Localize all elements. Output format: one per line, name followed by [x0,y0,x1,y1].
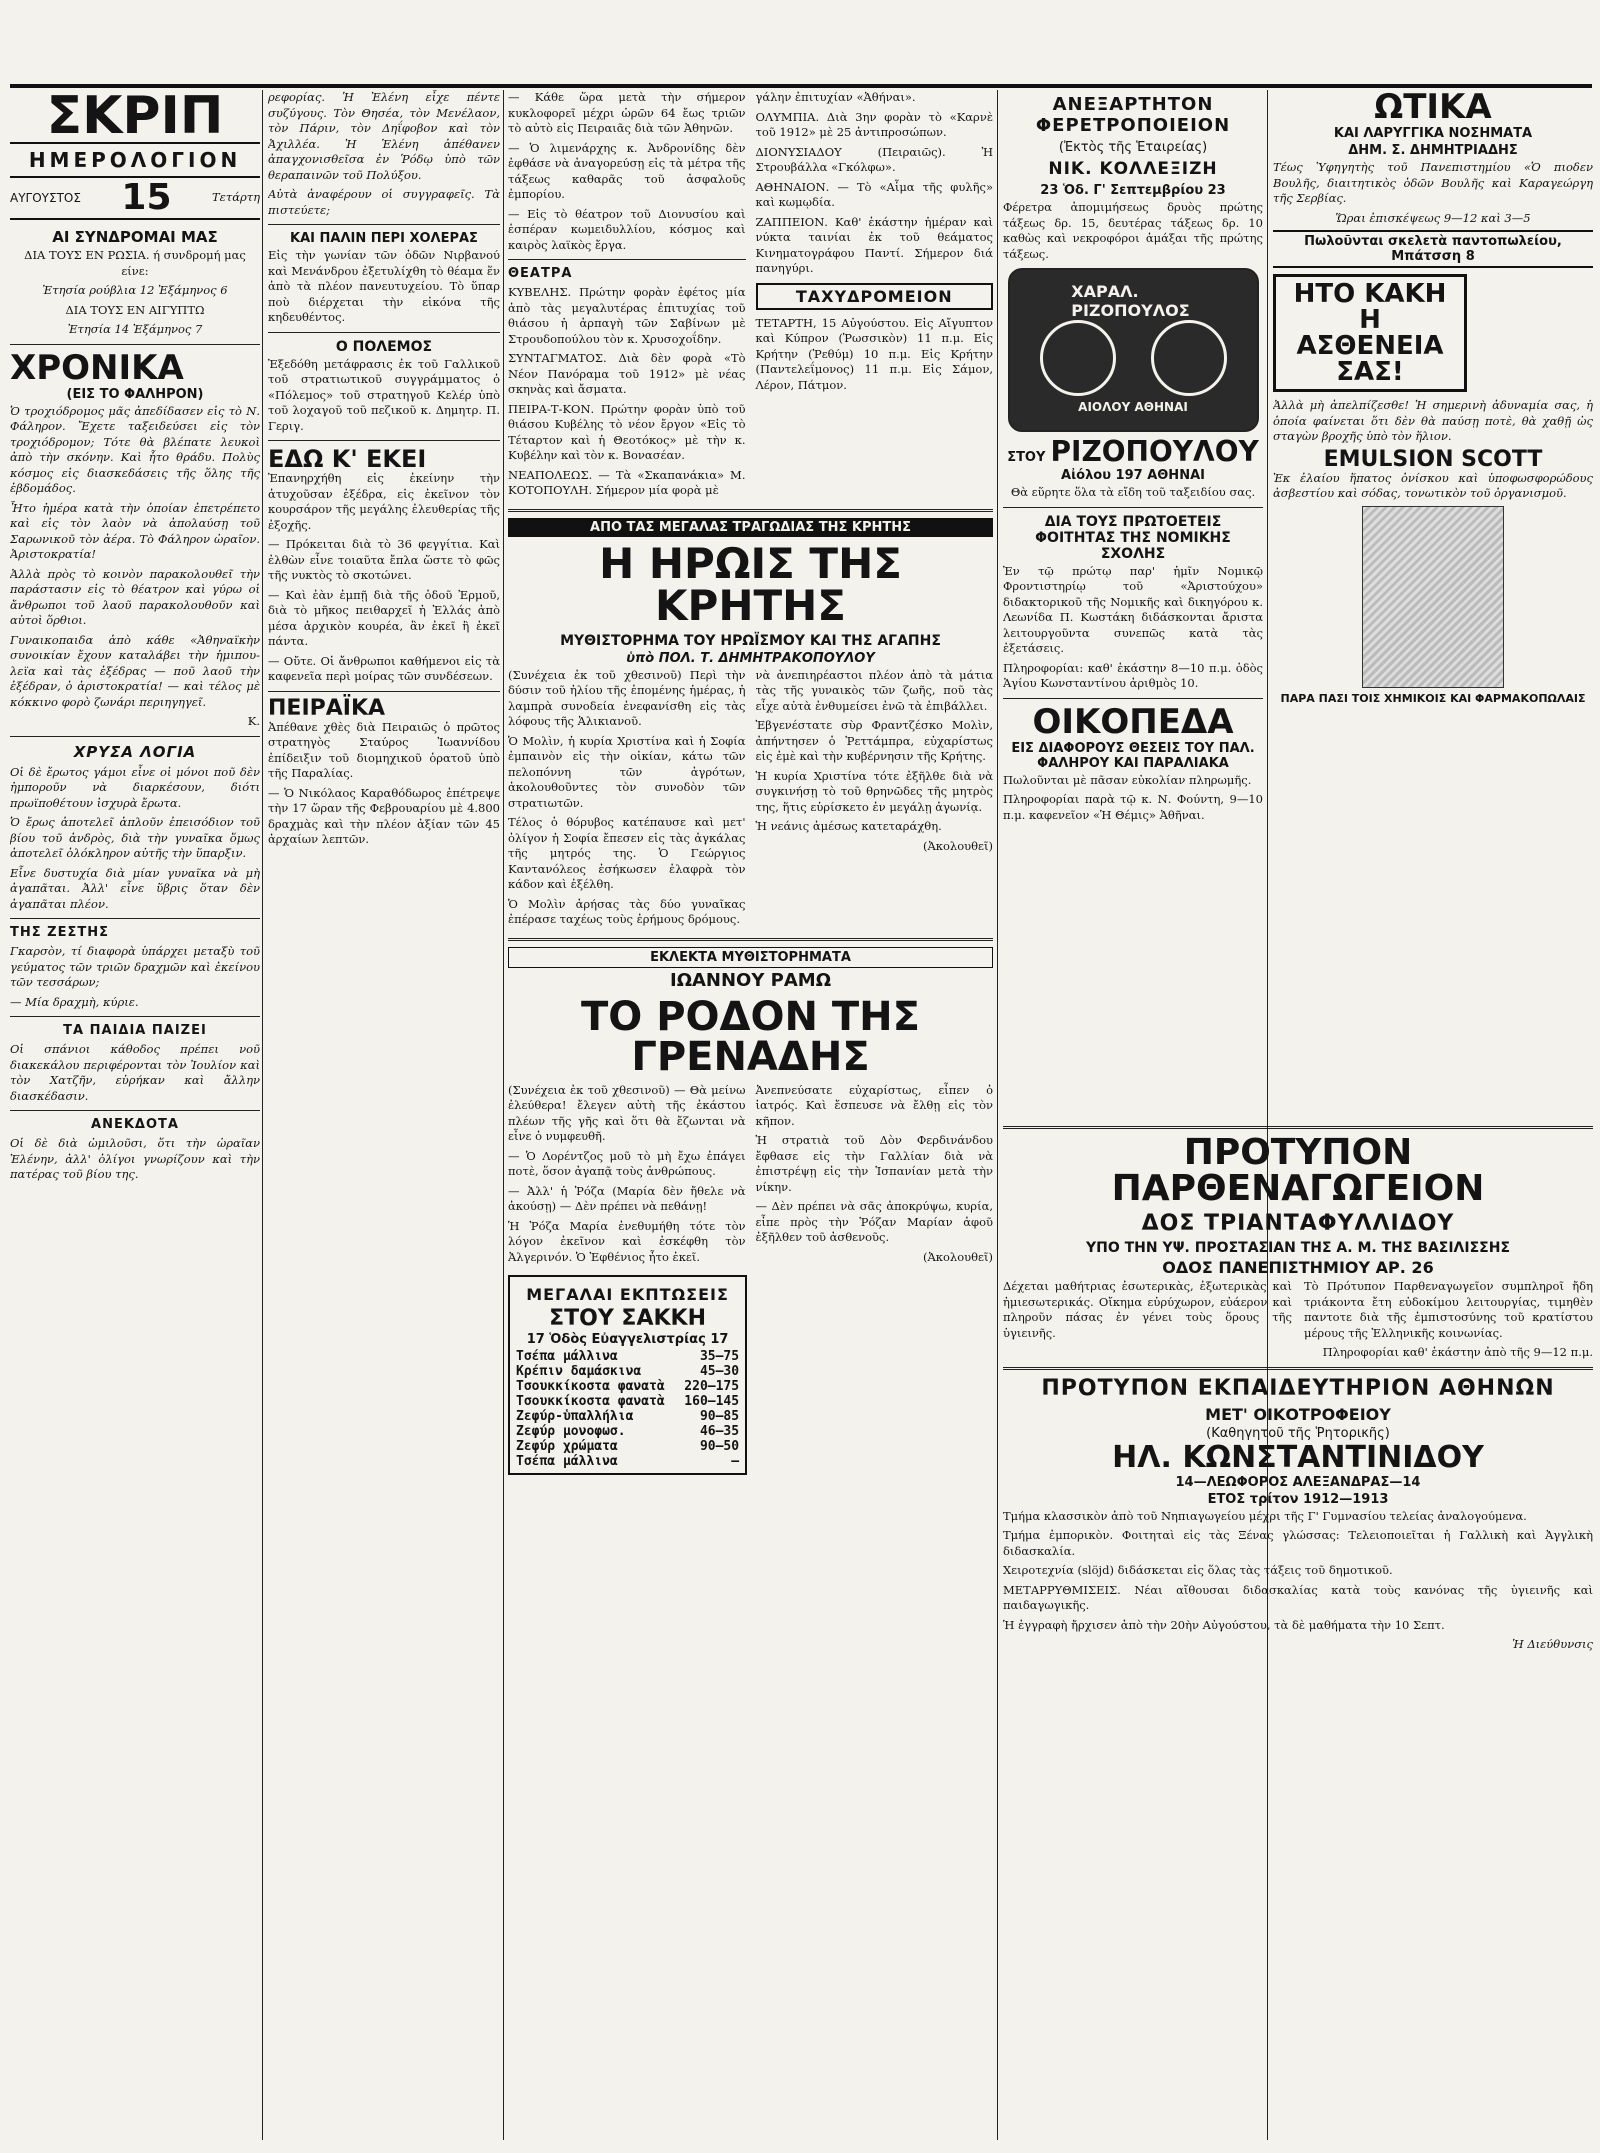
article-paragraph: — Οὔτε. Οἱ ἄνθρωποι καθήμενοι εἰς τὰ καφενεῖα περὶ μοίρας τῶν συνδέσεων. [268,653,500,683]
chronika-heading: ΧΡΟΝΙΚΑ [10,347,184,388]
divider [268,691,500,692]
emulsion-headline-line: ΣΑΣ! [1336,357,1404,387]
article-paragraph: Τέως Ὑφηγητὴς τοῦ Πανεπιστημίου «Ὁ πιοδεν Βουλῆς, διαιτητικὸς ὁδῶν Βουλῆς καὶ Καραγεώργη τῆς Σερβίας. [1273,160,1593,205]
article-paragraph: ΝΕΑΠΟΛΕΩΣ. — Τὰ «Σκαπανάκια» Μ. ΚΟΤΟΠΟΥΛΗ. Σήμερον μία φορὰ μὲ [508,467,746,497]
chronika-subheading: (ΕΙΣ ΤΟ ΦΑΛΗΡΟΝ) [66,386,204,402]
article-paragraph: Ἀπέθανε χθὲς διὰ Πειραιῶς ὁ πρῶτος στρατηγὸς Σταύρος Ἰωαννίδου ἐπίδειξιν τοῦ διομηχικοῦ ὁρατοῦ ὑπὸ τῆς Παραλίας. [268,719,500,780]
article-paragraph: Ἡ στρατιὰ τοῦ Δὸν Φερδινάνδου ἔφθασε εἰς τὴν Γαλλίαν διὰ νὰ ἐπιστρέψῃ εἰς τὴν Ἱσπανίαν μετὰ τὴν νίκην. [755,1133,993,1194]
novel1-left [508,668,746,932]
funeral-name: ΝΙΚ. ΚΟΛΛΕΞΙΖΗ [1048,159,1218,179]
luggage-badge-icon [1040,320,1116,396]
ede-heading: ΕΔΩ Κ' ΕΚΕΙ [268,445,427,473]
school-heading: ΠΡΟΤΥΠΟΝ ΠΑΡΘΕΝΑΓΩΓΕΙΟΝ [1111,1132,1485,1209]
article-paragraph: (Συνέχεια ἐκ τοῦ χθεσινοῦ) Περὶ τὴν δύσιν τοῦ ἡλίου τῆς ἐπομένης ἡμέρας, ἡ λαμπρὰ συνοδεία ἐνεφανίσθη εἰς τὰς λόφους τῆς Ἁλικιανοῦ. [508,667,746,728]
subscriptions-line: ΔΙΑ ΤΟΥΣ ΕΝ ΡΩΣΙΑ. ή συνδρομή μας είνε: [24,248,246,278]
article-paragraph: Ἐβγενέστατε σὺρ Φραντζέσκο Μολὶν, ἀπήντησεν ὁ Ῥεττάμπρα, εὐχαρίστως εἰς ἐμὲ καὶ τὴν κυβέρνησιν τῆς Κρήτης. [755,718,993,763]
tragedy-kicker: ΑΠΟ ΤΑΣ ΜΕΓΑΛΑΣ ΤΡΑΓΩΔΙΑΣ ΤΗΣ ΚΡΗΤΗΣ [508,518,993,537]
store-line [1003,435,1263,468]
otika-subheading: ΚΑΙ ΛΑΡΥΓΓΙΚΑ ΝΟΣΗΜΑΤΑ [1333,126,1533,141]
chrysa-heading: ΧΡΥΣΑ ΛΟΓΙΑ [73,742,197,761]
sale-item-price: 46—35 [699,1424,740,1439]
school-address: ΟΔΟΣ ΠΑΝΕΠΙΣΤΗΜΙΟΥ ΑΡ. 26 [1162,1258,1434,1277]
sale-heading: ΜΕΓΑΛΑΙ ΕΚΠΤΩΣΕΙΣ [526,1285,729,1304]
plots-heading: ΟΙΚΟΠΕΔΑ [1032,701,1234,742]
article-paragraph: ΠΕΙΡΑ-Τ-ΚΟΝ. Πρώτην φορὰν ὑπὸ τοῦ θιάσου Κυβέλης τὸ νέον ἔργον «Εἰς τὸ Τέταρτον καὶ ἡ Θεοτόκος» μὲ τὴν κ. Κυβέλην καὶ τὸν κ. Βονασέαν. [508,401,746,462]
school2-heading: ΠΡΟΤΥΠΟΝ ΕΚΠΑΙΔΕΥΤΗΡΙΟΝ ΑΘΗΝΩΝ [1041,1375,1555,1401]
article-paragraph: Δέχεται μαθήτριας ἐσωτερικὰς, ἐξωτερικὰς καὶ ἡμιεσωτερικάς. Οἴκημα εὐρύχωρον, εὐάερον καὶ πληροῦν πάσας ἐν γένει τοὺς ὅρους τῆς ὑγιεινῆς. [1003,1279,1292,1340]
sale-item-name: Κρέπιν δαμάσκινα [516,1364,642,1379]
sale-item-name: Ζεφύρ-ὑπαλλήλια [516,1409,634,1424]
article-paragraph: — Δὲν πρέπει νὰ σᾶς ἀποκρύψω, κυρία, εἶπε πρὸς τὴν Ῥόζαν Μαρίαν ἀφοῦ ἐξῆλθεν τοῦ ἀσθενοῦς. [755,1199,993,1244]
sale-item [516,1394,739,1409]
subscriptions-line: ΔΙΑ ΤΟΥΣ ΕΝ ΑΙΓΥΠΤΩ [65,302,205,317]
subscriptions-heading: ΑΙ ΣΥΝΔΡΟΜΑΙ ΜΑΣ [52,228,218,246]
funeral-heading: ΑΝΕΞΑΡΤΗΤΟΝ ΦΕΡΕΤΡΟΠΟΙΕΙΟΝ [1035,94,1231,136]
article-paragraph: Ἡ ἐγγραφὴ ἤρχισεν ἀπὸ τὴν 20ὴν Αὐγούστου, τὰ δὲ μαθήματα τὴν 10 Σεπτ. [1003,1617,1445,1632]
article-paragraph: — Ὁ Λορέντζος μοῦ τὸ μὴ ἔχω ἐπάγει ποτὲ, ὅσον ἀγαπᾷ τοὺς ἀνθρώπους. [508,1148,746,1178]
article-paragraph: Ἡ κυρία Χριστίνα τότε ἐξῆλθε διὰ νὰ συγκινήσῃ τὸ τοῦ θρηνῶδες τῆς μητρὸς της, ἥτις εὑρίσκετο ἐν μεγάλῃ ἀγωνίᾳ. [755,768,993,814]
article-paragraph: Ἀνεπνεύσατε εὐχαρίστως, εἶπεν ὁ ἰατρός. Καὶ ἔσπευσε νὰ ἔλθῃ εἰς τὸν κῆπον. [755,1082,993,1128]
novel2-body [508,1083,993,1270]
article-paragraph: ρεφορίας. Ἡ Ἑλένη εἶχε πέντε συζύγους. Τὸν Θησέα, τὸν Μενέλαον, τὸν Πάριν, τὸν Δηΐφοβον καὶ τὸν Ἀχιλλέα. Ἡ Ἑλένη ἀπέθανεν ἀπαγχονισθεῖσα ἐν Ῥόδῳ ὑπὸ τῶν θεραπαινῶν τοῦ Πολύξου. [268,90,500,182]
date-weekday: Τετάρτη [212,190,260,205]
novel1-title: Η ΗΡΩΙΣ ΤΗΣ ΚΡΗΤΗΣ [599,538,902,630]
luggage-badge-icon [1151,320,1227,396]
column-divider [997,90,998,2140]
article-paragraph: Θὰ εὕρητε ὅλα τὰ εἴδη τοῦ ταξειδίου σας. [1010,485,1256,499]
article-paragraph: Ἐπανηρχήθη εἰς ἐκείνην τὴν ἀτυχοῦσαν ἐξέδρα, εἰς ἐκεῖνον τὸν κουρσάρον τῆς μεγάλης ἐλευθερίας τῆς ἐξοχῆς. [268,471,500,532]
column-5 [1273,90,1593,707]
luggage-caption: ΑΙΟΛΟΥ ΑΘΗΝΑΙ [1078,400,1188,414]
divider [10,344,260,345]
divider [10,736,260,737]
divider [10,1110,260,1111]
sale-list [516,1349,739,1469]
sale-item [516,1424,739,1439]
theatra-heading: ΘΕΑΤΡΑ [508,266,573,281]
otika-heading: ΩΤΙΚΑ [1374,90,1492,127]
emulsion-headline-line: Η ΑΣΘΕΝΕΙΑ [1296,305,1444,361]
store-name: ΡΙΖΟΠΟΥΛΟΥ [1050,435,1259,468]
plots-subheading: ΕΙΣ ΔΙΑΦΟΡΟΥΣ ΘΕΣΕΙΣ ΤΟΥ ΠΑΛ. ΦΑΛΗΡΟΥ ΚΑΙ ΠΑΡΑΛΙΑΚΑ [1011,740,1255,771]
article-paragraph: Οἱ δὲ ἔρωτος γάμοι εἶνε οἱ μόνοι ποῦ δὲν ἠμποροῦν νὰ διαρκέσουν, διότι πρωϊποθέτουν ἰσχυρὰ ἔρωτα. [10,764,260,810]
emulsion-brand: EMULSION SCOTT [1323,446,1543,472]
sale-item-price: 160—145 [684,1394,740,1409]
column-2 [268,90,500,852]
school-patron: ΥΠΟ ΤΗΝ ΥΨ. ΠΡΟΣΤΑΣΙΑΝ ΤΗΣ Α. Μ. ΤΗΣ ΒΑΣΙΛΙΣΣΗΣ [1085,1240,1511,1256]
novel1-body [508,668,993,932]
date-day: 15 [121,177,172,218]
sale-ad [508,1275,747,1475]
article-signature: Κ. [247,714,260,728]
sale-item-price: 45—30 [699,1364,740,1379]
emulsion-headline-line: ΗΤΟ ΚΑΚΗ [1293,279,1447,309]
school2-name: ΗΛ. ΚΩΝΣΤΑΝΤΙΝΙΔΟΥ [1112,1439,1484,1475]
article-paragraph: Χειροτεχνία (slöjd) διδάσκεται εἰς ὅλας τὰς τάξεις τοῦ δημοτικοῦ. [1003,1563,1393,1577]
date-month: ΑΥΓΟΥΣΤΟΣ [10,191,81,205]
sale-item-price: 90—50 [699,1439,740,1454]
school-ad [1003,1120,1593,1657]
column-4 [1003,90,1263,827]
article-paragraph: Τέλος ὁ θόρυβος κατέπαυσε καὶ μετ' ὀλίγον ἡ Σοφία ἔπεσεν εἰς τὰς ἀγκάλας τῆς μητρός της. Ὁ Γεώργιος Καντανόλεος ἐσήκωσεν ἐλαφρὰ τὸν κάδον καὶ ἐξέλθη. [508,815,746,891]
sale-item-price: 35—75 [699,1349,740,1364]
article-paragraph: — Ὁ λιμενάρχης κ. Ἀνδρονίδης δὲν ἐφθάσε νὰ ἀναγορεύσῃ εἰς τὰ μέτρα τῆς τάξεως καθαρᾶς τοῦ ἀσφαλοῦς ἐμπορίου. [508,140,746,201]
article-paragraph: Εἶνε δυστυχία διὰ μίαν γυναῖκα νὰ μὴ ἀγαπᾶται. Ἀλλ' εἶνε ὕβρις ὅταν δὲν ἀγαπᾶται πλέον. [10,865,260,911]
sale-item [516,1439,739,1454]
column-divider [503,90,504,2140]
divider [268,224,500,225]
sale-item-price: — [731,1454,740,1469]
store-prefix: ΣΤΟΥ [1007,450,1046,465]
article-paragraph: Πληροφορίαι καθ' ἑκάστην ἀπὸ τῆς 9—12 π.μ. [1322,1345,1593,1359]
otika-sale: Πωλοῦνται σκελετὰ παντοπωλείου, Μπάτσση 8 [1273,230,1593,268]
article-paragraph: Γυναικοπαιδα ἀπὸ κάθε «Ἀθηναϊκὴν συνοικίαν ἔχουν καταλάβει τὴν ἡμιπουλεϊα καὶ τὰς ἐξέδρας — ποῦ λαοῦ τὴν ἐξέδραν, ὁ ἀριστοκρατία! — καὶ τέλος μὲ κόκκινο φορὸ ζωνάρι περιηγηγεῖ. [10,632,260,709]
column-1 [10,90,260,1187]
article-paragraph: (Συνέχεια ἐκ τοῦ χθεσινοῦ) — Θὰ μείνω ἐλεύθερα! ἔλεγεν αὐτὴ τῆς ἐκάστου πλέων τῆς γῆς καὶ ὅτι θὰ ἔζωνται νὰ εἶνε ὁ νυμφευθῆ. [508,1082,746,1143]
article-paragraph: Τὸ Πρότυπον Παρθεναγωγεῖον συμπληροῖ ἤδη τριάκοντα ἔτη εὐδοκίμου λειτουργίας, τιμηθὲν παντοτε διὰ τῆς ἐμπιστοσύνης τοῦ κρατίστου μέρους τῆς Ἑλληνικῆς κοινωνίας. [1304,1279,1593,1340]
masthead-subtitle: ΗΜΕΡΟΛΟΓΙΟΝ [28,148,242,172]
column-3 [508,90,993,1481]
novel1-subtitle: ΜΥΘΙΣΤΟΡΗΜΑ ΤΟΥ ΗΡΩΪΣΜΟΥ ΚΑΙ ΤΗΣ ΑΓΑΠΗΣ [560,632,941,649]
article-paragraph: ΔΙΟΝΥΣΙΑΔΟΥ (Πειραιῶς). Ἡ Στρουβάλλα «Γκόλφω». [755,144,993,174]
article-paragraph: Ὁ Μολὶν ἀρήσας τὰς δύο γυναῖκας ἐπέρασε ταχέως τοὺς ἐρήμους δρόμους. [508,896,746,926]
students-heading: ΔΙΑ ΤΟΥΣ ΠΡΩΤΟΕΤΕΙΣ ΦΟΙΤΗΤΑΣ ΤΗΣ ΝΟΜΙΚΗΣ ΣΧΟΛΗΣ [1035,513,1231,562]
article-paragraph: ΤΕΤΑΡΤΗ, 15 Αὐγούστου. Εἰς Αἴγυπτον καὶ Κύπρον (Ῥωσσικὸν) 11 π.μ. Εἰς Κρήτην (Ῥεθύμ) 10 π.μ. Εἰς Κρήτην (Παντελεΐμονος) 11 π.μ. Εἰς Σάμον, Λέρον, Πάτμον. [755,315,993,392]
divider [1003,698,1263,699]
top-subcolumns [508,90,993,503]
article-paragraph: Εἰς τὴν γωνίαν τῶν ὁδῶν Νιρβανού καὶ Μενάνδρου ἐξετυλίχθη τὸ θέαμα ἕν ἀπὸ τὰ πλέον πανευτυχείου. Τὸ ὕπαρ ποὺ διέρχεται τὴν εἰκόνα τῆς κηδευθέντος. [268,248,500,324]
emulsion-headline [1273,274,1467,392]
article-paragraph: — Ἀλλ' ἡ Ῥόζα (Μαρία δὲν ἤθελε νὰ ἀκούσῃ) — Δὲν πρέπει νὰ πεθάνῃ! [508,1183,746,1213]
selected-author: ΙΩΑΝΝΟΥ ΡΑΜΩ [670,969,831,991]
store-address: Αἰόλου 197 ΑΘΗΝΑΙ [1061,468,1205,483]
article-paragraph: ΑΘΗΝΑΙΟΝ. — Τὸ «Αἷμα τῆς φυλῆς» καὶ κωμῳδία. [755,179,993,209]
school2-signature: Ἡ Διεύθυνσις [1512,1637,1593,1651]
divider [508,938,993,941]
article-paragraph: ΚΥΒΕΛΗΣ. Πρώτην φορὰν ἐφέτος μία ἀπὸ τὰς μεγαλυτέρας ἐπιτυχίας τοῦ θιάσου ἡ ἀρπαγὴ τῶν Σαβίνων μὲ Στρουδοπούλου τὸν κ. Χρυσοχοΐδην. [508,285,746,346]
peiraika-heading: ΠΕΙΡΑΪΚΑ [268,695,386,721]
article-paragraph: Πωλοῦνται μὲ πᾶσαν εὐκολίαν πληρωμῆς. [1003,772,1252,787]
school2-note: (Καθηγητοῦ τῆς Ῥητορικῆς) [1206,1425,1390,1441]
article-paragraph: Πληροφορίαι παρὰ τῷ κ. Ν. Φούντη, 9—10 π.μ. καφενεῖον «Ἡ Θέμις» Ἀθῆναι. [1003,792,1263,822]
polemos-heading: Ο ΠΟΛΕΜΟΣ [335,338,433,355]
cholera-heading: ΚΑΙ ΠΑΛΙΝ ΠΕΡΙ ΧΟΛΕΡΑΣ [290,231,478,246]
emulsion-caption: ΠΑΡΑ ΠΑΣΙ ΤΟΙΣ ΧΗΜΙΚΟΙΣ ΚΑΙ ΦΑΡΜΑΚΟΠΩΛΑΙΣ [1280,691,1586,705]
article-paragraph: — Μία δραχμὴ, κύριε. [10,994,139,1009]
sale-item [516,1364,739,1379]
article-paragraph: ΣΥΝΤΑΓΜΑΤΟΣ. Διὰ δὲν φορὰ «Τὸ Νέον Πανόραμα τοῦ 1912» μὲ νέας σκηνὰς καὶ ἄσματα. [508,351,746,396]
novel2-title: ΤΟ ΡΟΔΟΝ ΤΗΣ ΓΡΕΝΑΔΗΣ [581,993,920,1080]
sale-item [516,1409,739,1424]
novel1-author: ὑπὸ ΠΟΛ. Τ. ΔΗΜΗΤΡΑΚΟΠΟΥΛΟΥ [626,650,875,666]
paidia-heading: ΤΑ ΠΑΙΔΙΑ ΠΑΙΖΕΙ [63,1023,207,1038]
article-paragraph: Οἱ σπάνιοι κάθοδος πρέπει νοῦ διακεκάλου περιφέρονται τὸν Ἰουλίον καὶ τὸν Χατζῆν, εὑρήκαν καὶ ἄλλην διασκέδασιν. [10,1042,260,1103]
top-subcolumn-right [756,90,994,503]
article-paragraph: Ἀλλὰ πρὸς τὸ κοινὸν παρακολουθεῖ τὴν παράστασιν εἰς τὸ θέατρον καὶ γύρω οἱ ἄνθρωποι τοῦ λαοῦ παρακολουθοῦν καὶ αὐτοὶ ὅρθιοι. [10,566,260,627]
column-divider [1267,90,1268,2140]
article-paragraph: Ὁ τροχιόδρομος μᾶς ἀπεδίδασεν εἰς τὸ Ν. Φάληρον. Ἔχετε ταξειδεύσει εἰς τὸν τροχιόδρομον; Τότε θὰ βλέπατε λευκοὶ ἀπὸ τὴν σκόνην. Καὶ ἦτο θράδυ. Πολὺς κόσμος εἰς διασκεδάσεις τῆς ὅλης τῆς ἑβδομάδος. [10,403,260,495]
selected-kicker: ΕΚΛΕΚΤΑ ΜΥΘΙΣΤΟΡΗΜΑΤΑ [508,947,993,968]
article-paragraph: Ὁ ἔρως ἀποτελεῖ ἀπλοῦν ἐπεισόδιον τοῦ βίου τοῦ ἀνδρὸς, διὰ τὴν γυναῖκα ὅμως ἀποτελεῖ ὁλόκληρον αὐτῆς τὴν ὕπαρξιν. [10,815,260,860]
school-name: ΔΟΣ ΤΡΙΑΝΤΑΦΥΛΛΙΔΟΥ [1141,1211,1455,1236]
masthead-title: ΣΚΡΙΠ [10,90,260,144]
otika-name: ΔΗΜ. Σ. ΔΗΜΗΤΡΙΑΔΗΣ [1348,143,1518,158]
funeral-subheading: (Ἐκτὸς τῆς Ἑταιρείας) [1058,140,1208,155]
sale-item-price: 220—175 [684,1379,740,1394]
article-paragraph: — Πρόκειται διὰ τὸ 36 φεγγίτια. Καὶ ἐλθὼν εἶνε τοιαῦτα ἔπλα ὥστε τὸ φῶς τῆς νυκτὸς τὸ σκοτώνει. [268,537,500,582]
sale-item [516,1349,739,1364]
article-paragraph: Ὁ Μολὶν, ἡ κυρία Χριστίνα καὶ ἡ Σοφία ἐμπαινὸν εἰς τὴν οἰκίαν, κάτω τῶν πελοπόννη τῶν ἀγρότων, ἀκολουθοῦντες τὸν συνοδὸν τῶν στρατιωτῶν. [508,733,746,810]
article-paragraph: Τμήμα κλασσικὸν ἀπὸ τοῦ Νηπιαγωγείου μέχρι τῆς Γ' Γυμνασίου τελείας ἀναλογούμενα. [1003,1508,1527,1523]
novel2-left [508,1083,746,1270]
article-paragraph: Ἡ Ῥόζα Μαρία ἐνεθυμήθη τότε τὸν λόγον ἐκεῖνον καὶ ἐσκέφθη τὸν Ἀλγερινόν. Ὁ Ἐφθένιος ἦτο ἐκεῖ. [508,1218,746,1264]
divider [508,259,746,260]
article-paragraph: Ἐκ ἐλαίου ἥπατος ὀνίσκου καὶ ὑποφωσφορώδους ἀσβεστίου καὶ σόδας, τονωτικὸν τοῦ ὀργανισμοῦ. [1273,470,1593,500]
masthead-date [10,176,260,220]
article-paragraph: Φέρετρα ἀπομιμήσεως δρυὸς πρώτης τάξεως δρ. 15, δευτέρας τάξεως δρ. 10 καθὼς καὶ νεκροφόροι ἁμάξαι τῆς πρώτης τάξεως. [1003,200,1263,261]
sale-item-name: Ζεφύρ χρώματα [516,1439,618,1454]
top-subcolumn-left [508,90,746,503]
column-divider [262,90,263,2140]
article-paragraph: Ἐξεδόθη μετάφρασις ἐκ τοῦ Γαλλικοῦ τοῦ στρατιωτικοῦ συγγράμματος ὁ «Πόλεμος» τοῦ στρατηγοῦ Κελέρ ὑπὸ τοῦ λοχαγοῦ τοῦ πεζικοῦ κ. Δημητρ. Π. Γεριγ. [268,356,500,433]
school2-subheading: ΜΕΤ' ΟΙΚΟΤΡΟΦΕΙΟΥ [1205,1404,1391,1424]
school-body [1003,1279,1593,1345]
school2-year: ΕΤΟΣ τρίτον 1912—1913 [1207,1491,1389,1507]
novel2-right [756,1083,994,1270]
school2-address: 14—ΛΕΩΦΟΡΟΣ ΑΛΕΞΑΝΔΡΑΣ—14 [1175,1474,1421,1490]
divider [508,509,993,512]
luggage-illustration [1008,268,1259,432]
article-paragraph: γάλην ἐπιτυχίαν «Ἀθήναι». [755,90,916,104]
article-paragraph: ΖΑΠΠΕΙΟΝ. Καθ' ἑκάστην ἡμέραν καὶ νύκτα ταινίαι ἐκ τοῦ θεάματος Κινηματογράφου Παντί. Σήμερον διά πανηγύρι. [755,214,993,275]
article-paragraph: Ἀλλὰ μὴ ἀπελπίζεσθε! Ἡ σημερινὴ ἀδυναμία σας, ἡ ὁποία φαίνεται ὅτι δὲν θὰ παύσῃ ποτὲ, θὰ χαθῇ ὡς σταγὼν βροχῆς ὑπὸ τὸν ἥλιον. [1273,398,1593,443]
article-paragraph: Ὥραι ἐπισκέψεως 9—12 καὶ 3—5 [1335,210,1531,225]
article-paragraph: — Καὶ ἐὰν ἐμπῇ διὰ τῆς ὁδοῦ Ἐρμοῦ, διὰ τὸ μῆκος πειθαρχεῖ ἡ Ἑλλάς ἀπὸ μέσα ἀρχικὸν κουρέα, ἂν ἐκεῖ ἢ ἐκεῖ πάντα. [268,587,500,648]
continued-note: (Ἀκολουθεῖ) [923,838,993,853]
divider [1003,1367,1593,1370]
article-paragraph: Πληροφορίαι: καθ' ἑκάστην 8—10 π.μ. ὁδὸς Ἁγίου Κωνσταντίνου ἀριθμὸς 10. [1003,660,1263,690]
article-paragraph: ΟΛΥΜΠΙΑ. Διὰ 3ην φορὰν τὸ «Καρνὲ τοῦ 1912» μὲ 25 ἀντιπροσώπων. [755,109,993,139]
divider [1003,507,1263,508]
article-paragraph: — Κάθε ὥρα μετὰ τὴν σήμερον κυκλοφορεῖ μέχρι ὡρῶν 64 ἔως τριῶν τὸ αὐτὸ εἰς Πειραιᾶς διὰ τῶν Ἀθηνῶν. [508,90,746,135]
sale-item [516,1379,739,1394]
sale-item-name: Τσέπα μάλλινα [516,1349,618,1364]
top-rule [10,84,1592,88]
divider [10,1016,260,1017]
article-paragraph: νὰ ἀνεπιηρέαστοι πλέον ἀπὸ τὰ μάτια τὰς τῆς γυναικὸς τῶν ζωῆς, ποῦ τὰς εἶχε αὐτὰ ἐνθυμείσει ἐνῶ τὰ ἐπιβάλλει. [755,667,993,713]
article-paragraph: Γκαρσὸν, τί διαφορὰ ὑπάρχει μεταξὺ τοῦ γεύματος τῶν τριῶν δραχμῶν καὶ ἐκείνου τῶν τεσσάρων; [10,944,260,989]
tachy-heading-box [756,283,994,310]
sale-item-name: Τσέπα μάλλινα [516,1454,618,1469]
article-paragraph: Οἱ δὲ διὰ ὡμιλοῦσι, ὅτι τὴν ὡραῖαν Ἑλένην, ἀλλ' ὀλίγοι γνωρίζουν καὶ τὴν πατέρας τοῦ βίου της. [10,1136,260,1181]
continued-note: (Ἀκολουθεῖ) [923,1249,993,1264]
sale-item-price: 90—85 [699,1409,740,1424]
article-paragraph: Ἦτο ἡμέρα κατὰ τὴν ὁποίαν ἐπετρέπετο καὶ εἰς τὸν λαὸν νὰ ἀπολαύσῃ τοῦ Σαρωνικοῦ τὸν ἀέρα. Τὸ Φάληρον ὡραῖον. Ἀριστοκρατία! [10,500,260,561]
article-paragraph: Ἡ νεάνις ἀμέσως κατεταράχθη. [755,819,942,833]
sale-item-name: Τσουκκίκοστα φανατὰ [516,1379,665,1394]
divider [268,332,500,333]
article-paragraph: — Εἰς τὸ θέατρον τοῦ Διονυσίου καὶ ἑσπέραν κωμειδυλλίου, κόσμος καὶ καιρὸς λαϊκὸς ἔργα. [508,206,746,252]
funeral-address: 23 Ὁδ. Γ' Σεπτεμβρίου 23 [1040,183,1226,198]
article-paragraph: Αὐτὰ ἀναφέρουν οἱ συγγραφεῖς. Τὰ πιστεύετε; [268,187,500,217]
tachy-heading: ΤΑΧΥΔΡΟΜΕΙΟΝ [795,286,953,306]
subscriptions-line: Ἐτησία 14 Ἑξάμηνος 7 [67,322,203,336]
article-paragraph: Ἐν τῷ πρώτῳ παρ' ἡμῖν Νομικῷ Φροντιστηρίῳ τοῦ «Ἀριστούχου» διδακτορικοῦ τῆς Νομικῆς καὶ δικηγόρου κ. Λεωνίδα Π. Κωστάκη διδάσκονται ἄριστα λειτουργοῦντα συνεπῶς κατὰ τὰς ἐξετάσεις. [1003,563,1263,655]
sale-item-name: Τσουκκίκοστα φανατὰ [516,1394,665,1409]
divider [268,440,500,441]
sale-item-name: Ζεφύρ μονοφωσ. [516,1424,626,1439]
zestis-heading: ΤΗΣ ΖΕΣΤΗΣ [10,925,109,940]
luggage-brand: ΧΑΡΑΛ. ΡΙΖΟΠΟΥΛΟΣ [1071,282,1190,320]
article-paragraph: Τμήμα ἐμπορικὸν. Φοιτηταὶ εἰς τὰς Ξένας γλώσσας: Τελειοποιεῖται ἡ Γαλλικὴ καὶ Ἀγγλικὴ διδασκαλία. [1003,1528,1593,1558]
subscriptions-line: Ἐτησία ρούβλια 12 Ἑξάμηνος 6 [42,283,228,297]
fisherman-illustration [1362,506,1504,688]
sale-item [516,1454,739,1469]
article-paragraph: — Ὁ Νικόλαος Καραθόδωρος ἐπέτρεψε τὴν 17 ὥραν τῆς Φεβρουαρίου μὲ 4.800 δραχμὰς καὶ τὴν πλέον ἀξίαν τῶν 45 ἀρχαίων λεπτῶν. [268,785,500,846]
sale-address: 17 Ὁδὸς Εὐαγγελιστρίας 17 [526,1332,729,1347]
divider [1003,1126,1593,1129]
sale-store: ΣΤΟΥ ΣΑΚΚΗ [549,1306,706,1331]
article-paragraph: ΜΕΤΑΡΡΥΘΜΙΣΕΙΣ. Νέαι αἴθουσαι διδασκαλίας κατὰ τοὺς κανόνας τῆς ὑγιεινῆς καὶ παιδαγωγικῆς. [1003,1582,1593,1612]
divider [10,918,260,919]
novel1-right [756,668,994,932]
anekdota-heading: ΑΝΕΚΔΟΤΑ [91,1117,179,1132]
